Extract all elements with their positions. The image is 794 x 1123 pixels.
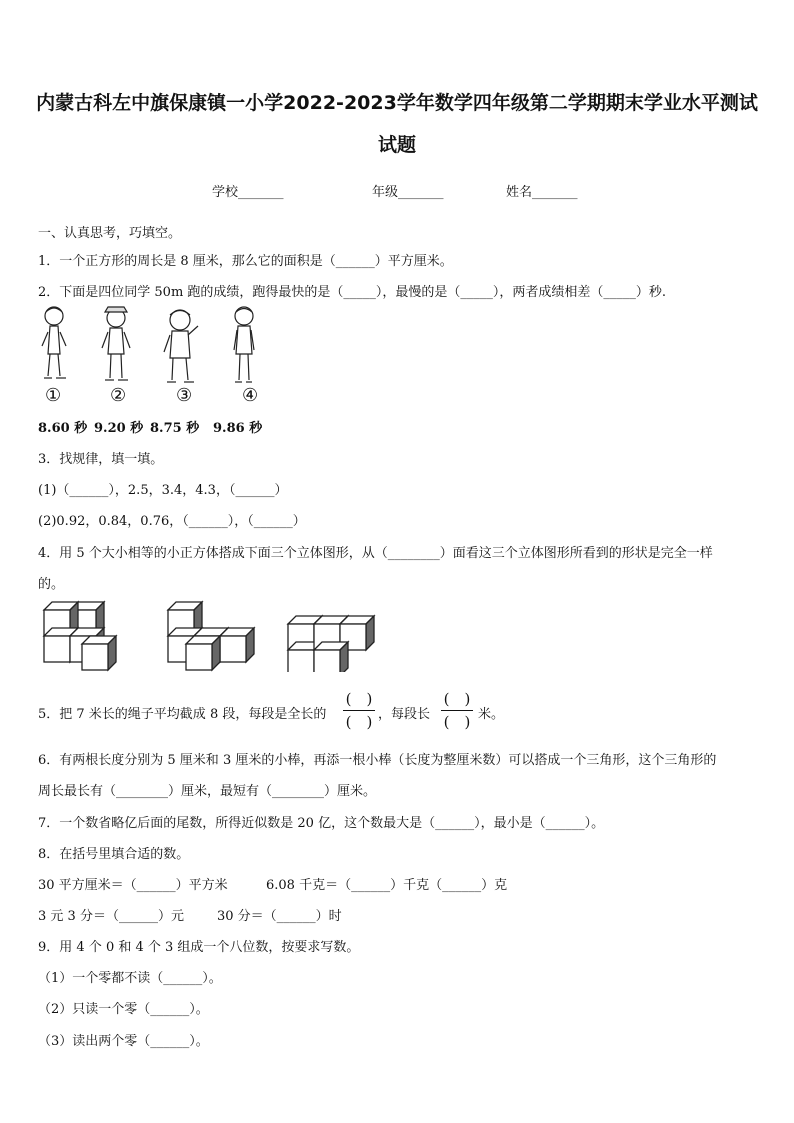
q5-fraction-1-denominator: ( ): [345, 713, 373, 731]
question-8-item-2: 6.08 千克＝（______）千克（______）克: [266, 878, 508, 893]
name-field: 姓名_______: [506, 185, 578, 200]
runner-figure-4: [234, 307, 254, 382]
q5-fraction-1-numerator: ( ): [345, 690, 373, 708]
question-8: 8．在括号里填合适的数。: [38, 847, 190, 862]
question-8-item-1: 30 平方厘米＝（______）平方米: [38, 878, 228, 893]
question-1: 1．一个正方形的周长是 8 厘米，那么它的面积是（______）平方厘米。: [38, 254, 453, 269]
question-5-part-c: 米。: [478, 707, 505, 722]
doc-title-line1: 内蒙古科左中旗保康镇一小学2022-2023学年数学四年级第二学期期末学业水平测试: [36, 92, 758, 114]
question-7: 7．一个数省略亿后面的尾数，所得近似数是 20 亿，这个数最大是（______），最小是（______）。: [38, 816, 605, 831]
section-heading: 一、认真思考，巧填空。: [38, 226, 182, 241]
question-3-part-1: (1)（______），2.5，3.4，4.3，（______）: [38, 483, 288, 498]
figure-time-3: 8.75 秒: [150, 421, 200, 436]
question-2: 2．下面是四位同学 50m 跑的成绩，跑得最快的是（_____），最慢的是（_____），两者成绩相差（_____）秒.: [38, 285, 667, 300]
question-3: 3．找规律，填一填。: [38, 452, 164, 467]
cube-figure-a: [44, 602, 116, 670]
cube-figure-b: [168, 602, 254, 670]
question-6-line1: 6．有两根长度分别为 5 厘米和 3 厘米的小棒，再添一根小棒（长度为整厘米数）可以搭成一个三角形，这个三角形的: [38, 753, 717, 768]
question-9-part-1: （1）一个零都不读（______）。: [38, 971, 222, 986]
question-3-part-2: (2)0.92，0.84，0.76，（______），（______）: [38, 514, 306, 529]
question-5-part-b: ，每段长: [378, 707, 431, 722]
question-8-item-3: 3 元 3 分＝（______）元: [38, 909, 184, 924]
runner-figure-2: [102, 307, 130, 380]
cube-figure-c: [288, 616, 374, 672]
question-4-line1: 4．用 5 个大小相等的小正方体搭成下面三个立体图形，从（________）面看这三个立体图形所看到的形状是完全一样: [38, 546, 713, 561]
question-5-part-a: 5．把 7 米长的绳子平均截成 8 段，每段是全长的: [38, 707, 327, 722]
question-9-part-2: （2）只读一个零（______）。: [38, 1002, 209, 1017]
question-6-line2: 周长最长有（________）厘米，最短有（________）厘米。: [38, 784, 377, 799]
runner-figure-1: [42, 307, 66, 378]
figure-mark-3: ③: [176, 385, 193, 406]
figure-time-2: 9.20 秒: [94, 421, 144, 436]
runner-figures: [34, 302, 274, 412]
q5-fraction-2-denominator: ( ): [443, 713, 471, 731]
question-4-line2: 的。: [38, 577, 65, 592]
figure-time-1: 8.60 秒: [38, 421, 88, 436]
figure-time-4: 9.86 秒: [213, 421, 263, 436]
doc-title-line2: 试题: [377, 134, 416, 156]
question-9-part-3: （3）读出两个零（______）。: [38, 1034, 209, 1049]
figure-mark-4: ④: [242, 385, 259, 406]
figure-mark-1: ①: [45, 385, 62, 406]
runner-figure-3: [164, 310, 198, 382]
figure-mark-2: ②: [110, 385, 127, 406]
q5-fraction-2: [440, 690, 474, 732]
grade-field: 年级_______: [372, 185, 444, 200]
cube-figures: [40, 600, 390, 672]
q5-fraction-1: [342, 690, 376, 732]
question-9: 9．用 4 个 0 和 4 个 3 组成一个八位数，按要求写数。: [38, 940, 360, 955]
q5-fraction-2-numerator: ( ): [443, 690, 471, 708]
school-field: 学校_______: [212, 185, 284, 200]
question-8-item-4: 30 分＝（______）时: [217, 909, 342, 924]
